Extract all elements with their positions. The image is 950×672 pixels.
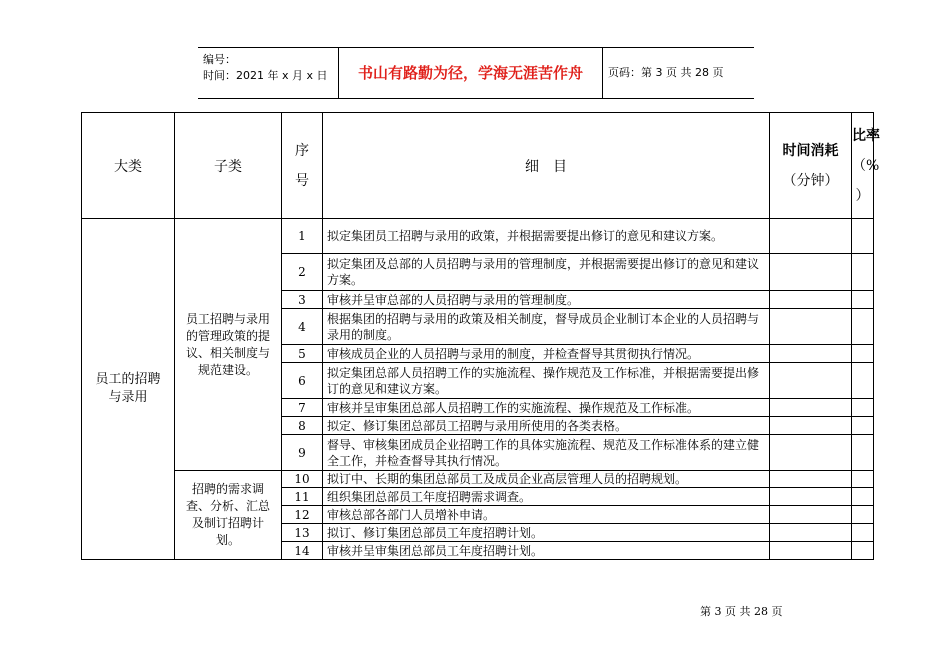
ratio-cell [852,399,874,417]
seq-cell: 9 [282,435,323,471]
ratio-cell [852,363,874,399]
detail-cell: 拟定集团及总部的人员招聘与录用的管理制度，并根据需要提出修订的意见和建议方案。 [323,254,770,291]
time-cell [770,345,852,363]
time-label: 时间：2021 年 x 月 x 日 [203,69,328,82]
header-seq-line: 号 [295,172,309,189]
header-time-line: 时间消耗 [782,142,839,159]
ratio-cell [852,506,874,524]
seq-cell: 3 [282,291,323,309]
header-subcategory: 子类 [175,113,282,219]
seq-cell: 13 [282,524,323,542]
time-cell [770,254,852,291]
header-seq [282,113,323,219]
page-footer: 第 3 页 共 28 页 [700,605,783,618]
time-cell [770,435,852,471]
time-cell [770,219,852,254]
time-cell [770,506,852,524]
detail-cell: 审核并呈审集团总部人员招聘工作的实施流程、操作规范及工作标准。 [323,399,770,417]
document-header [198,47,754,99]
header-motto: 书山有路勤为径，学海无涯苦作舟 [357,64,583,82]
seq-cell: 5 [282,345,323,363]
seq-cell: 14 [282,542,323,560]
subcategory-cell: 招聘的需求调查、分析、汇总及制订招聘计划。 [175,471,282,560]
ratio-cell [852,417,874,435]
detail-cell: 审核并呈审集团总部员工年度招聘计划。 [323,542,770,560]
ratio-cell [852,345,874,363]
header-page-label: 页码：第 3 页 共 28 页 [608,66,724,79]
detail-cell: 督导、审核集团成员企业招聘工作的具体实施流程、规范及工作标准体系的建立健全工作，并检查督导其执行情况。 [323,435,770,471]
ratio-cell [852,488,874,506]
category-cell: 员工的招聘与录用 [82,219,175,560]
time-cell [770,471,852,488]
ratio-cell [852,471,874,488]
header-divider [602,48,603,98]
subcategory-cell: 员工招聘与录用的管理政策的提议、相关制度与规范建设。 [175,219,282,471]
ratio-cell [852,524,874,542]
header-time-unit: （分钟） [782,172,839,189]
seq-cell: 6 [282,363,323,399]
detail-cell: 审核并呈审总部的人员招聘与录用的管理制度。 [323,291,770,309]
duty-table [81,112,880,560]
detail-cell: 组织集团总部员工年度招聘需求调查。 [323,488,770,506]
detail-cell: 审核成员企业的人员招聘与录用的制度，并检查督导其贯彻执行情况。 [323,345,770,363]
time-cell [770,542,852,560]
ratio-cell [852,542,874,560]
time-cell [770,399,852,417]
ratio-cell [852,309,874,345]
table-row [82,471,874,488]
seq-cell: 8 [282,417,323,435]
seq-cell: 11 [282,488,323,506]
time-cell [770,417,852,435]
time-cell [770,363,852,399]
seq-cell: 2 [282,254,323,291]
detail-cell: 拟定集团员工招聘与录用的政策，并根据需要提出修订的意见和建议方案。 [323,219,770,254]
number-label: 编号： [203,53,236,66]
detail-cell: 审核总部各部门人员增补申请。 [323,506,770,524]
header-ratio [852,113,880,219]
header-ratio-line: （% [852,157,880,174]
seq-cell: 7 [282,399,323,417]
time-cell [770,291,852,309]
ratio-cell [852,254,874,291]
seq-cell: 4 [282,309,323,345]
ratio-cell [852,219,874,254]
header-time [770,113,852,219]
ratio-cell [852,291,874,309]
detail-cell: 拟订、修订集团总部员工年度招聘计划。 [323,524,770,542]
detail-cell: 拟定集团总部人员招聘工作的实施流程、操作规范及工作标准，并根据需要提出修订的意见和建议方案。 [323,363,770,399]
table-row [82,219,874,254]
header-seq-line: 序 [295,142,309,159]
header-detail: 细 目 [323,113,770,219]
table-header-row [82,113,874,219]
header-category: 大类 [82,113,175,219]
header-ratio-line: ） [855,187,870,204]
time-cell [770,309,852,345]
detail-cell: 根据集团的招聘与录用的政策及相关制度，督导成员企业制订本企业的人员招聘与录用的制度。 [323,309,770,345]
header-info [198,48,338,98]
ratio-cell [852,435,874,471]
detail-cell: 拟定、修订集团总部员工招聘与录用所使用的各类表格。 [323,417,770,435]
seq-cell: 12 [282,506,323,524]
seq-cell: 1 [282,219,323,254]
header-ratio-line: 比率 [852,127,880,144]
seq-cell: 10 [282,471,323,488]
time-cell [770,524,852,542]
time-cell [770,488,852,506]
detail-cell: 拟订中、长期的集团总部员工及成员企业高层管理人员的招聘规划。 [323,471,770,488]
